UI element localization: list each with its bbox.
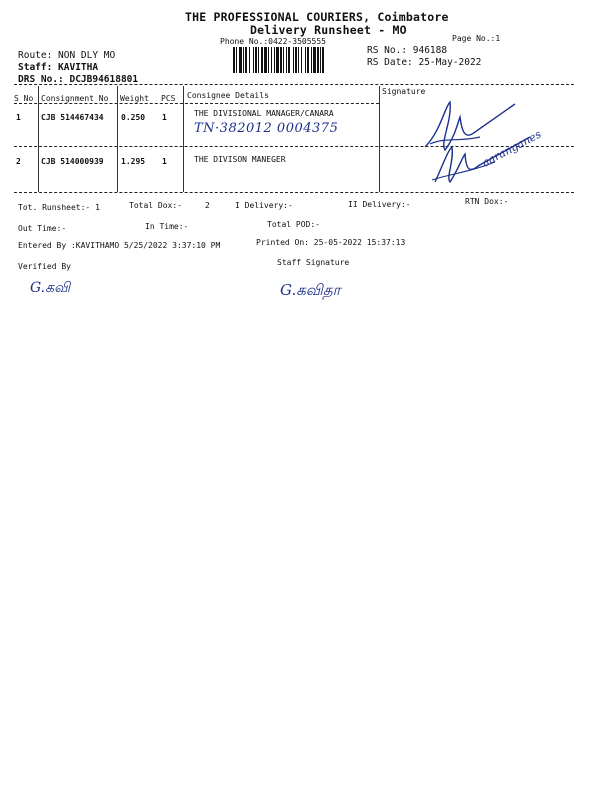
signature-side-note: aaranganes: [480, 127, 544, 170]
total-dox-label: Total Dox:-: [129, 201, 182, 210]
column-divider: [379, 86, 380, 192]
barcode-bar: [245, 47, 247, 73]
row-2-sno: 2: [16, 157, 21, 166]
barcode-bar: [311, 47, 312, 73]
staff-signature-label: Staff Signature: [277, 258, 350, 267]
rs-number: RS No.: 946188: [367, 45, 448, 56]
barcode-bar: [274, 47, 275, 73]
table-header-border: [14, 103, 379, 104]
col-header-signature: Signature: [382, 87, 426, 96]
column-divider: [38, 86, 39, 192]
barcode-bar: [298, 47, 299, 73]
row-1-weight: 0.250: [121, 113, 146, 122]
total-runsheet: Tot. Runsheet:- 1: [18, 203, 100, 212]
table-top-border: [14, 84, 574, 85]
barcode-bar: [276, 47, 279, 73]
row-1-pcs: 1: [162, 113, 167, 122]
barcode-bar: [322, 47, 324, 73]
barcode-bar: [288, 47, 290, 73]
barcode-bar: [283, 47, 284, 73]
barcode-bar: [307, 47, 309, 73]
col-header-weight: Weight: [120, 94, 149, 103]
rtn-dox: RTN Dox:-: [465, 197, 509, 206]
out-time: Out Time:-: [18, 224, 67, 233]
barcode-bar: [295, 47, 297, 73]
row-2-pcs: 1: [162, 157, 167, 166]
barcode-bar: [233, 47, 235, 73]
drs-number: DRS No.: DCJB94618801: [18, 74, 139, 85]
runsheet-subtitle: Delivery Runsheet - MO: [250, 23, 407, 37]
col-header-consignment: Consignment No: [41, 94, 109, 103]
barcode-bar: [239, 47, 242, 73]
column-divider: [183, 86, 184, 192]
barcode-bar: [253, 47, 254, 73]
row-1-consignee: THE DIVISIONAL MANAGER/CANARA: [194, 109, 334, 118]
barcode-bar: [258, 47, 259, 73]
barcode-bar: [313, 47, 316, 73]
barcode-image: [233, 47, 361, 73]
barcode-bar: [305, 47, 306, 73]
staff-label: Staff: KAVITHA: [18, 62, 99, 73]
company-title: THE PROFESSIONAL COURIERS, Coimbatore: [185, 10, 449, 24]
row-1-consignment: CJB 514467434: [41, 113, 104, 122]
entered-by: Entered By :KAVITHAMO 5/25/2022 3:37:10 PM: [18, 241, 221, 250]
barcode-bar: [280, 47, 282, 73]
barcode-bar: [293, 47, 294, 73]
in-time: In Time:-: [145, 222, 189, 231]
barcode-bar: [264, 47, 267, 73]
barcode-bar: [301, 47, 302, 73]
col-header-consignee: Consignee Details: [187, 91, 269, 100]
printed-on: Printed On: 25-05-2022 15:37:13: [256, 238, 406, 247]
column-divider: [117, 86, 118, 192]
verified-signature: G.கவி: [30, 280, 71, 296]
verified-by-label: Verified By: [18, 262, 71, 271]
barcode-bar: [268, 47, 269, 73]
row-2-consignment: CJB 514000939: [41, 157, 104, 166]
row-2-consignee: THE DIVISON MANEGER: [194, 155, 286, 164]
barcode-bar: [271, 47, 272, 73]
row-1-sno: 1: [16, 113, 21, 122]
recipient-signature-image: [420, 92, 560, 192]
table-bottom-border: [14, 192, 574, 193]
row-2-weight: 1.295: [121, 157, 146, 166]
barcode-bar: [317, 47, 319, 73]
page-number: Page No.:1: [452, 34, 501, 43]
route-label: Route: NON DLY MO: [18, 50, 116, 61]
barcode-bar: [320, 47, 321, 73]
row-1-handwritten-note: TN·382012 0004375: [194, 121, 339, 136]
barcode-bar: [249, 47, 250, 73]
staff-signature: G.கவிதா: [280, 281, 341, 299]
i-delivery: I Delivery:-: [235, 201, 293, 210]
rs-date: RS Date: 25-May-2022: [367, 57, 482, 68]
barcode-bar: [243, 47, 244, 73]
ii-delivery: II Delivery:-: [348, 200, 411, 209]
total-dox-value: 2: [205, 201, 210, 210]
total-pod: Total POD:-: [267, 220, 320, 229]
barcode-bar: [286, 47, 287, 73]
barcode-bar: [261, 47, 263, 73]
barcode-bar: [236, 47, 237, 73]
col-header-pcs: PCS: [161, 94, 176, 103]
phone-number: Phone No.:0422-3505555: [220, 37, 326, 46]
col-header-sno: S No: [14, 94, 34, 103]
barcode-bar: [255, 47, 257, 73]
